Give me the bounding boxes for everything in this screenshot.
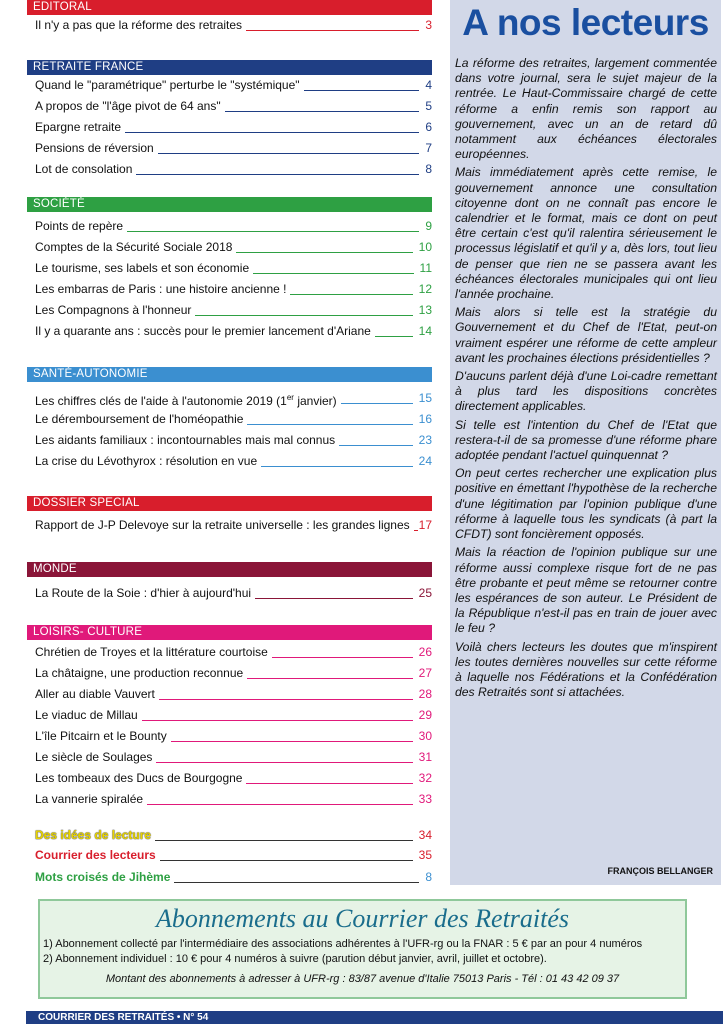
editorial-box [450,0,721,885]
leader-line [195,315,413,316]
toc-section [27,367,432,468]
toc-entry[interactable] [35,118,432,138]
toc-entry[interactable] [35,410,432,430]
toc-entry[interactable] [35,748,432,768]
toc-entry-page: 9 [425,219,432,233]
subscription-footer: Montant des abonnements à adresser à UFR-rg : 83/87 avenue d'Italie 75013 Paris - Tél : 01 43 42 09 37 [105,973,620,985]
toc-special-page: 8 [425,870,432,884]
leader-line [290,294,413,295]
toc-entry[interactable] [35,706,432,726]
editorial-paragraph: Mais la réaction de l'opinion publique sur une réforme aussi complexe risque fort de ne pas être probante et peut même se retourner contre les espérances de son auteur. Le Président de la République n'est-il pas en train de jouer avec le feu ? [455,545,717,636]
editorial-paragraph: Si telle est l'intention du Chef de l'Etat que restera-t-il de sa promesse d'une réforme phare adoptée pendant l'actuel quinquennat ? [455,417,717,463]
leader-line [253,273,414,274]
toc-entry-title: La Route de la Soie : d'hier à aujourd'hui [35,586,252,600]
subscription-box [38,899,687,999]
toc-entry-title: L'île Pitcairn et le Bounty [35,729,167,743]
toc-special-title: Courrier des lecteurs [35,848,156,862]
toc-entry-page: 28 [418,687,432,701]
editorial-paragraph: Mais alors si telle est la stratégie du Gouvernement et du Chef de l'Etat, peut-on vraiment espérer une réforme de cette ampleur avant les prochaines élections présidentielles ? [455,305,717,365]
toc-entry-title: Il y a quarante ans : succès pour le premier lancement d'Ariane [35,324,371,338]
leader-line [127,231,419,232]
toc-entry-page: 31 [418,750,432,764]
toc-entry[interactable] [35,301,432,321]
toc-entry-page: 24 [418,454,432,468]
leader-line [174,882,419,883]
toc-entry-title: La châtaigne, une production reconnue [35,666,244,680]
editorial-signature: FRANÇOIS BELLANGER [607,866,713,876]
toc-entry-title: Epargne retraite [35,120,122,134]
leader-line [261,466,413,467]
editorial-paragraph: D'aucuns parlent déjà d'une Loi-cadre remettant à plus tard les dispositions concrètes directement applicables. [455,369,717,414]
leader-line [171,741,413,742]
toc-entry-page: 6 [425,120,432,134]
leader-line [159,699,413,700]
toc-entry-title: Le viaduc de Millau [35,708,138,722]
toc-entry-page: 23 [418,433,432,447]
toc-entry[interactable] [35,238,432,258]
toc-section [27,0,432,32]
editorial-title: A nos lecteurs [462,2,709,43]
toc-entry[interactable] [35,643,432,663]
section-header: SANTÉ-AUTONOMIE [27,367,432,382]
toc-entry-page: 11 [419,261,432,275]
leader-line [160,860,413,861]
toc-special-page: 34 [418,828,432,842]
toc-entry-page: 14 [418,324,432,338]
toc-entry-page: 10 [418,240,432,254]
toc-entry[interactable] [35,516,432,536]
toc-entry-title: La crise du Lévothyrox : résolution en vue [35,454,258,468]
section-header: SOCIÉTÉ [27,197,432,212]
leader-line [142,720,413,721]
leader-line [236,252,413,253]
toc-entry[interactable] [35,217,432,237]
toc-entry-title: Aller au diable Vauvert [35,687,155,701]
leader-line [147,804,413,805]
leader-line [247,678,413,679]
toc-entry-page: 15 [418,391,432,405]
toc-entry-page: 3 [425,18,432,32]
editorial-paragraph: On peut certes rechercher une explication plus positive en émettant l'hypothèse de la recherche d'une légitimation par l'opinion publique d'une réforme à laquelle tous les syndicats (à part la CFDT) sont foncièrement opposés. [455,466,717,542]
page-footer: COURRIER DES RETRAITÉS • N° 54 [26,1011,723,1024]
leader-line [272,657,413,658]
editorial-paragraph: La réforme des retraites, largement commentée dans votre journal, sera le sujet majeur de la rentrée. Le Haut-Commissaire chargé de cette réforme a enfin remis son rapport au gouvernement, avec un an de retard dû notamment aux échéances électorales européennes. [455,56,717,162]
toc-entry[interactable] [35,664,432,684]
leader-line [339,445,413,446]
toc-special-entry[interactable] [35,846,432,866]
toc-section [27,625,432,806]
toc-entry[interactable] [35,16,432,36]
toc-special-title: Des idées de lecture [35,828,152,842]
editorial-paragraph: Voilà chers lecteurs les doutes que m'inspirent les toutes dernières nouvelles sur cette réforme à laquelle nos Fédérations et la Confédération des Retraités sont si attachées. [455,639,717,700]
toc-entry[interactable] [35,389,432,409]
toc-entry-page: 4 [425,78,432,92]
toc-entry[interactable] [35,727,432,747]
toc-entry-title: Comptes de la Sécurité Sociale 2018 [35,240,233,254]
toc-special-page: 35 [418,848,432,862]
toc-entry[interactable] [35,280,432,300]
leader-line [375,336,413,337]
leader-line [136,174,419,175]
toc-entry[interactable] [35,452,432,472]
toc-entry-title: Il n'y a pas que la réforme des retraites [35,18,243,32]
toc-entry-page: 17 [418,518,432,532]
toc-entry[interactable] [35,769,432,789]
section-header: EDITORAL [27,0,432,15]
leader-line [156,762,413,763]
toc-special-entry[interactable] [35,826,432,846]
toc-entry[interactable] [35,322,432,342]
toc-entry-page: 12 [418,282,432,296]
toc-entry-title: Le déremboursement de l'homéopathie [35,412,244,426]
toc-special-entry[interactable] [35,868,432,888]
toc-entry-page: 16 [418,412,432,426]
leader-line [155,840,413,841]
toc-section [27,60,432,176]
leader-line [247,424,413,425]
leader-line [255,598,413,599]
leader-line [414,530,418,531]
toc-entry[interactable] [35,97,432,117]
toc-entry-title: Pensions de réversion [35,141,154,155]
toc-entry-title: Le tourisme, ses labels et son économie [35,261,250,275]
leader-line [246,30,419,31]
editorial-body [455,56,717,703]
leader-line [158,153,419,154]
section-header: LOISIRS- CULTURE [27,625,432,640]
toc-section [27,496,432,532]
toc-entry-title: A propos de "l'âge pivot de 64 ans" [35,99,221,113]
toc-entry-page: 32 [418,771,432,785]
toc-entry-page: 7 [425,141,432,155]
toc-entry-page: 25 [418,586,432,600]
toc-entry-title: Lot de consolation [35,162,133,176]
subscription-line-1: 1) Abonnement collecté par l'intermédiaire des associations adhérentes à l'UFR-rg ou la FNAR : 5 € par an pour 4 numéros [43,938,643,950]
toc-special-title: Mots croisés de Jihème [35,870,171,884]
toc-entry-title: Le siècle de Soulages [35,750,153,764]
toc-section [27,562,432,600]
toc-entry-title: Les aidants familiaux : incontournables mais mal connus [35,433,336,447]
section-header: DOSSIER SPECIAL [27,496,432,511]
toc-entry-page: 8 [425,162,432,176]
toc-entry[interactable] [35,584,432,604]
leader-line [225,111,419,112]
toc-entry[interactable] [35,685,432,705]
toc-entry-page: 30 [418,729,432,743]
toc-entry-page: 13 [418,303,432,317]
toc-entry-title: Points de repère [35,219,124,233]
editorial-paragraph: Mais immédiatement après cette remise, le gouvernement annonce une consultation citoyenne dont on ne connaît pas encore le calendrier et le format, mais ce dont on peut être certain c'est qu'il ralentira sérieusement le processus législatif et qu'il y a, dès lors, tout lieu de penser que rien ne se passera avant les échéances électorales municipales qui ont lieu l'année prochaine. [455,165,717,302]
toc-entry-title: Rapport de J-P Delevoye sur la retraite universelle : les grandes lignes [35,518,410,532]
leader-line [125,132,419,133]
toc-entry-page: 33 [418,792,432,806]
toc-entry-title: Les chiffres clés de l'aide à l'autonomie 2019 (1er janvier) [35,389,339,410]
toc-entry-title: Chrétien de Troyes et la littérature courtoise [35,645,268,659]
toc-entry-title: Les tombeaux des Ducs de Bourgogne [35,771,243,785]
toc-entry[interactable] [35,790,432,810]
toc-entry-page: 29 [418,708,432,722]
section-header: RETRAITE FRANCE [27,60,432,75]
toc-entry-page: 5 [425,99,432,113]
leader-line [341,403,413,404]
toc-entry-page: 26 [418,645,432,659]
toc-entry[interactable] [35,431,432,451]
toc-section [27,197,432,338]
toc-entry-title: La vannerie spiralée [35,792,144,806]
leader-line [246,783,413,784]
section-header: MONDE [27,562,432,577]
subscription-line-2: 2) Abonnement individuel : 10 € pour 4 numéros à suivre (parution début janvier, avril, juillet et octobre). [43,953,547,965]
toc-entry[interactable] [35,139,432,159]
subscription-title: Abonnements au Courrier des Retraités [155,904,570,933]
leader-line [304,90,419,91]
toc-entry-page: 27 [418,666,432,680]
toc-entry[interactable] [35,160,432,180]
toc-entry-title: Les Compagnons à l'honneur [35,303,192,317]
toc-entry[interactable] [35,76,432,96]
toc-entry-title: Les embarras de Paris : une histoire ancienne ! [35,282,287,296]
toc-entry-title: Quand le "paramétrique" perturbe le "systémique" [35,78,300,92]
toc-entry[interactable] [35,259,432,279]
